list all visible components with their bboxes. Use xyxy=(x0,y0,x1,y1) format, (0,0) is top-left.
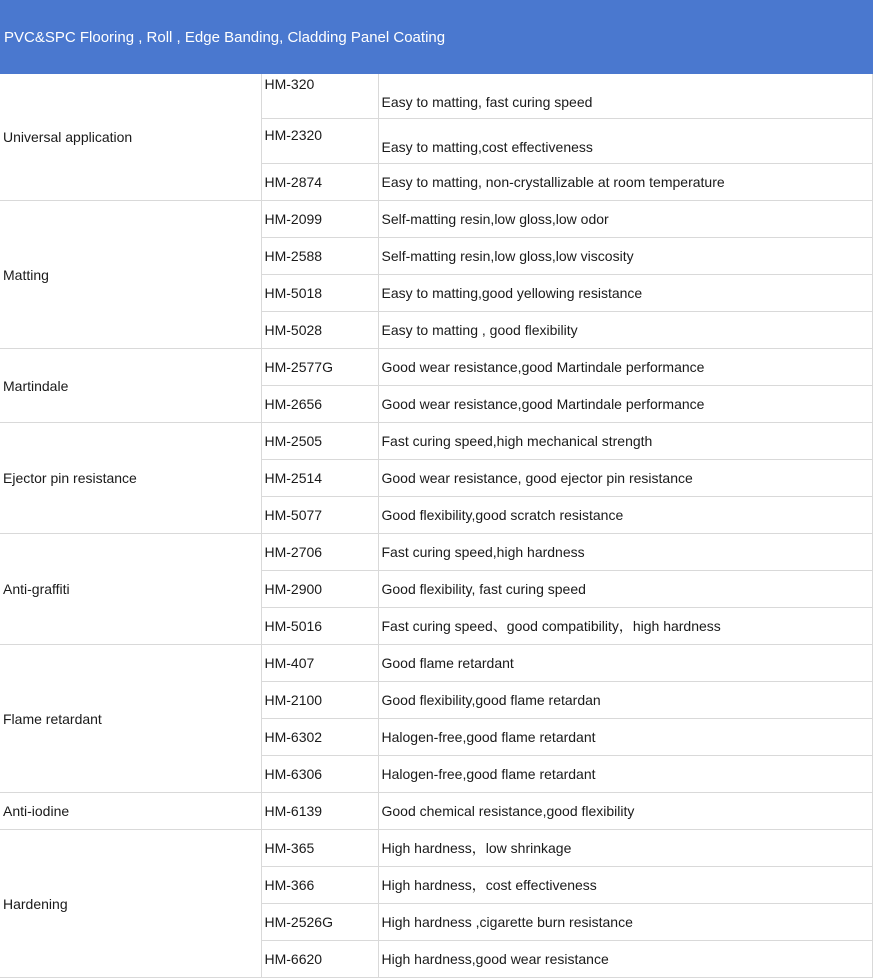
model-cell: HM-2706 xyxy=(261,534,378,571)
description-cell: Self-matting resin,low gloss,low odor xyxy=(378,201,872,238)
model-cell: HM-2588 xyxy=(261,238,378,275)
model-cell: HM-2099 xyxy=(261,201,378,238)
model-cell: HM-2505 xyxy=(261,423,378,460)
model-cell: HM-366 xyxy=(261,867,378,904)
model-cell: HM-2874 xyxy=(261,164,378,201)
description-cell: High hardness，low shrinkage xyxy=(378,830,872,867)
description-cell: Easy to matting,good yellowing resistance xyxy=(378,275,872,312)
description-cell: Easy to matting,cost effectiveness xyxy=(378,119,872,164)
description-cell: Halogen-free,good flame retardant xyxy=(378,756,872,793)
model-cell: HM-6302 xyxy=(261,719,378,756)
description-cell: Easy to matting , good flexibility xyxy=(378,312,872,349)
model-cell: HM-2900 xyxy=(261,571,378,608)
table-row xyxy=(0,349,872,386)
table-row xyxy=(0,534,872,571)
category-cell: Flame retardant xyxy=(0,645,261,793)
table-row xyxy=(0,793,872,830)
model-cell: HM-2577G xyxy=(261,349,378,386)
model-cell: HM-2526G xyxy=(261,904,378,941)
description-cell: Good flexibility, fast curing speed xyxy=(378,571,872,608)
model-cell: HM-407 xyxy=(261,645,378,682)
description-cell: High hardness,good wear resistance xyxy=(378,941,872,978)
category-cell: Ejector pin resistance xyxy=(0,423,261,534)
description-cell: High hardness ,cigarette burn resistance xyxy=(378,904,872,941)
model-cell: HM-6306 xyxy=(261,756,378,793)
description-cell: Good flexibility,good scratch resistance xyxy=(378,497,872,534)
description-cell: Fast curing speed,high hardness xyxy=(378,534,872,571)
model-cell: HM-2514 xyxy=(261,460,378,497)
category-cell: Martindale xyxy=(0,349,261,423)
table-row xyxy=(0,74,872,119)
table-row xyxy=(0,201,872,238)
description-cell: Good flame retardant xyxy=(378,645,872,682)
model-cell: HM-365 xyxy=(261,830,378,867)
category-cell: Hardening xyxy=(0,830,261,978)
product-table-body xyxy=(0,74,872,978)
table-row xyxy=(0,645,872,682)
category-cell: Universal application xyxy=(0,74,261,201)
description-cell: Good wear resistance,good Martindale performance xyxy=(378,349,872,386)
description-cell: Good chemical resistance,good flexibility xyxy=(378,793,872,830)
description-cell: Easy to matting, fast curing speed xyxy=(378,74,872,119)
description-cell: Fast curing speed,high mechanical strength xyxy=(378,423,872,460)
table-title: PVC&SPC Flooring , Roll , Edge Banding, Cladding Panel Coating xyxy=(4,28,446,46)
model-cell: HM-5018 xyxy=(261,275,378,312)
model-cell: HM-2320 xyxy=(261,119,378,164)
table-header-banner xyxy=(0,0,873,74)
model-cell: HM-5016 xyxy=(261,608,378,645)
description-cell: Easy to matting, non-crystallizable at room temperature xyxy=(378,164,872,201)
model-cell: HM-2656 xyxy=(261,386,378,423)
model-cell: HM-5028 xyxy=(261,312,378,349)
model-cell: HM-6139 xyxy=(261,793,378,830)
category-cell: Matting xyxy=(0,201,261,349)
description-cell: High hardness，cost effectiveness xyxy=(378,867,872,904)
description-cell: Halogen-free,good flame retardant xyxy=(378,719,872,756)
description-cell: Self-matting resin,low gloss,low viscosity xyxy=(378,238,872,275)
model-cell: HM-6620 xyxy=(261,941,378,978)
description-cell: Good wear resistance,good Martindale performance xyxy=(378,386,872,423)
table-row xyxy=(0,830,872,867)
description-cell: Fast curing speed、good compatibility，high hardness xyxy=(378,608,872,645)
model-cell: HM-5077 xyxy=(261,497,378,534)
category-cell: Anti-iodine xyxy=(0,793,261,830)
table-row xyxy=(0,423,872,460)
model-cell: HM-320 xyxy=(261,74,378,119)
description-cell: Good wear resistance, good ejector pin resistance xyxy=(378,460,872,497)
model-cell: HM-2100 xyxy=(261,682,378,719)
product-table xyxy=(0,74,873,978)
category-cell: Anti-graffiti xyxy=(0,534,261,645)
description-cell: Good flexibility,good flame retardan xyxy=(378,682,872,719)
